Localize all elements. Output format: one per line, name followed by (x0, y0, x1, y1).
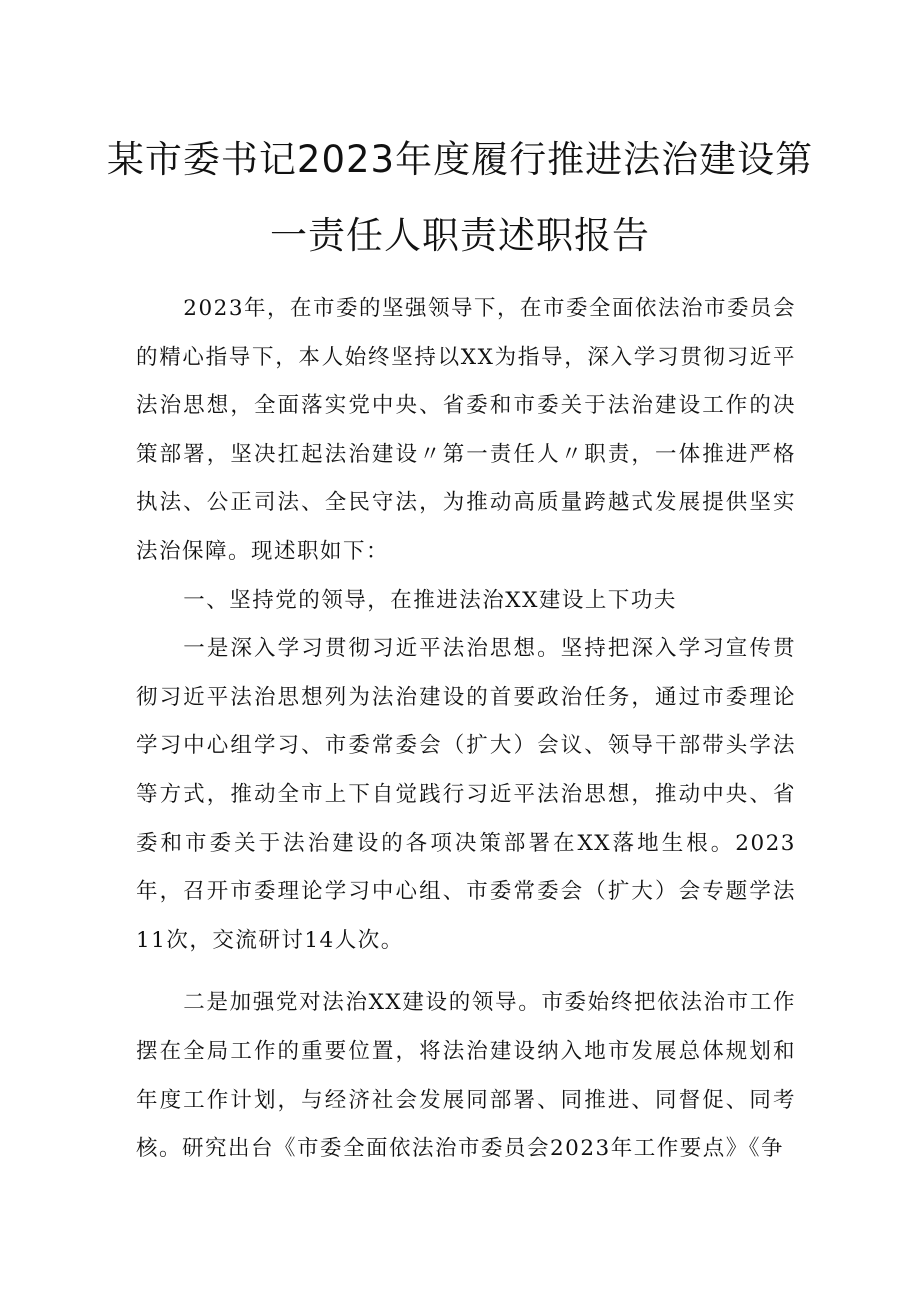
document-title-line-2: 一责任人职责述职报告 (270, 214, 650, 257)
section-heading-1: 一、坚持党的领导，在推进法治XX建设上下功夫 (183, 587, 677, 613)
paragraph-intro: 2023年，在市委的坚强领导下，在市委全面依法治市委员会的精心指导下，本人始终坚持以XX为指导，深入学习贯彻习近平法治思想，全面落实党中央、省委和市委关于法治建设工作的决策部署，坚决扛起法治建设〃第一责任人〃职责，一体推进严格执法、公正司法、全民守法，为推动高质量跨越式发展提供坚实法治保障。现述职如下： (136, 296, 797, 564)
paragraph-point-2: 二是加强党对法治XX建设的领导。市委始终把依法治市工作摆在全局工作的重要位置，将法治建设纳入地市发展总体规划和年度工作计划，与经济社会发展同部署、同推进、同督促、同考核。研究出台《市委全面依法治市委员会2023年工作要点》《争 (136, 990, 796, 1162)
document-body (136, 285, 796, 1174)
document-title-line-1: 某市委书记2023年度履行推进法治建设第 (106, 138, 814, 181)
paragraph-point-1: 一是深入学习贯彻习近平法治思想。坚持把深入学习宣传贯彻习近平法治思想列为法治建设的首要政治任务，通过市委理论学习中心组学习、市委常委会（扩大）会议、领导干部带头学法等方式，推动全市上下自觉践行习近平法治思想，推动中央、省委和市委关于法治建设的各项决策部署在XX落地生根。2023年，召开市委理论学习中心组、市委常委会（扩大）会专题学法11次，交流研讨14人次。 (136, 636, 796, 953)
